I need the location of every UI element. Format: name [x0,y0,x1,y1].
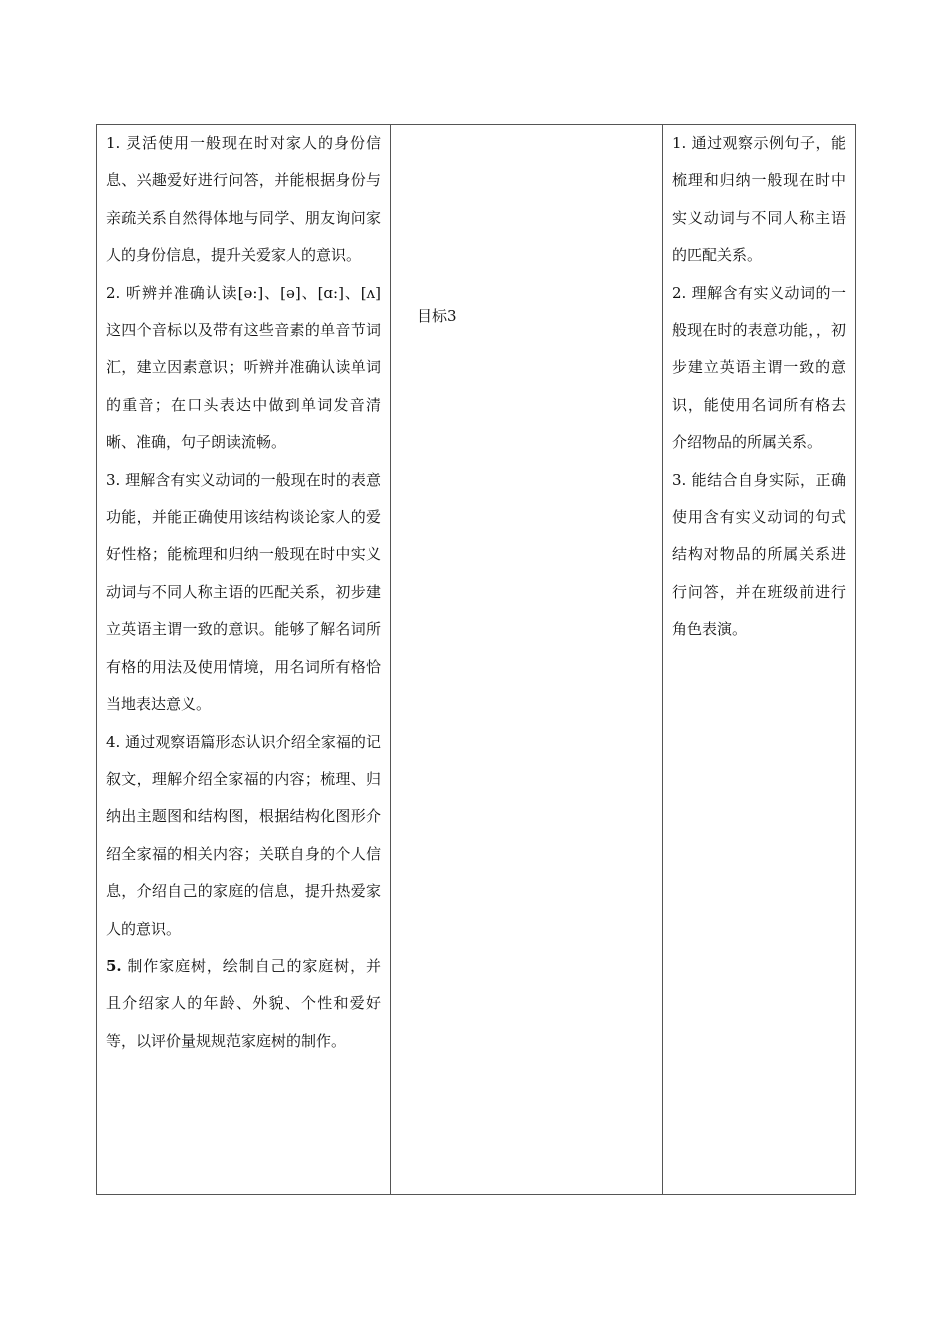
item-text: 理解含有实义动词的一般现在时的表意功能，，初步建立英语主谓一致的意识，能使用名词所有格去介绍物品的所属关系。 [672,283,846,452]
goal-label-cell [391,125,663,1195]
objectives-table [96,124,856,1195]
unit-objectives-cell [97,125,391,1195]
objective-item-1 [106,125,381,275]
item-text: 灵活使用一般现在时对家人的身份信息、兴趣爱好进行问答，并能根据身份与亲疏关系自然得体地与同学、朋友询问家人的身份信息，提升关爱家人的意识。 [106,134,381,265]
item-number: 4. [106,732,121,751]
item-number: 3. [672,470,687,489]
item-number: 2. [106,283,121,302]
item-number: 5. [106,956,122,975]
objective-item-4 [106,724,381,948]
item-text: 理解含有实义动词的一般现在时的表意功能，并能正确使用该结构谈论家人的爱好性格；能梳理和归纳一般现在时中实义动词与不同人称主语的匹配关系，初步建立英语主谓一致的意识。能够了解名词所有格的用法及使用情境，用名词所有格恰当地表达意义。 [106,470,381,714]
lesson-objective-item-3 [672,462,846,649]
lesson-objective-item-2 [672,275,846,462]
item-number: 3. [106,470,121,489]
objective-item-2 [106,275,381,462]
item-text: 通过观察语篇形态认识介绍全家福的记叙文，理解介绍全家福的内容；梳理、归纳出主题图和结构图，根据结构化图形介绍全家福的相关内容；关联自身的个人信息，介绍自己的家庭的信息，提升热爱家人的意识。 [106,732,381,938]
item-text: 听辨并准确认读[ə:]、[ə]、[ɑ:]、[ʌ]这四个音标以及带有这些音素的单音节词汇，建立因素意识；听辨并准确认读单词的重音；在口头表达中做到单词发音清晰、准确，句子朗读流畅。 [106,283,381,452]
table-row [97,125,856,1195]
item-text: 制作家庭树，绘制自己的家庭树，并且介绍家人的年龄、外貌、个性和爱好等，以评价量规规范家庭树的制作。 [106,956,381,1050]
lesson-objectives-cell [663,125,856,1195]
item-text: 能结合自身实际，正确使用含有实义动词的句式结构对物品的所属关系进行问答，并在班级前进行角色表演。 [672,470,846,639]
objective-item-3 [106,462,381,724]
item-number: 2. [672,283,687,302]
item-number: 1. [672,134,687,152]
item-number: 1. [106,134,121,152]
objective-item-5 [106,948,381,1060]
lesson-objective-item-1 [672,125,846,275]
goal-label: 目标3 [417,307,457,325]
item-text: 通过观察示例句子，能梳理和归纳一般现在时中实义动词与不同人称主语的匹配关系。 [672,134,846,265]
